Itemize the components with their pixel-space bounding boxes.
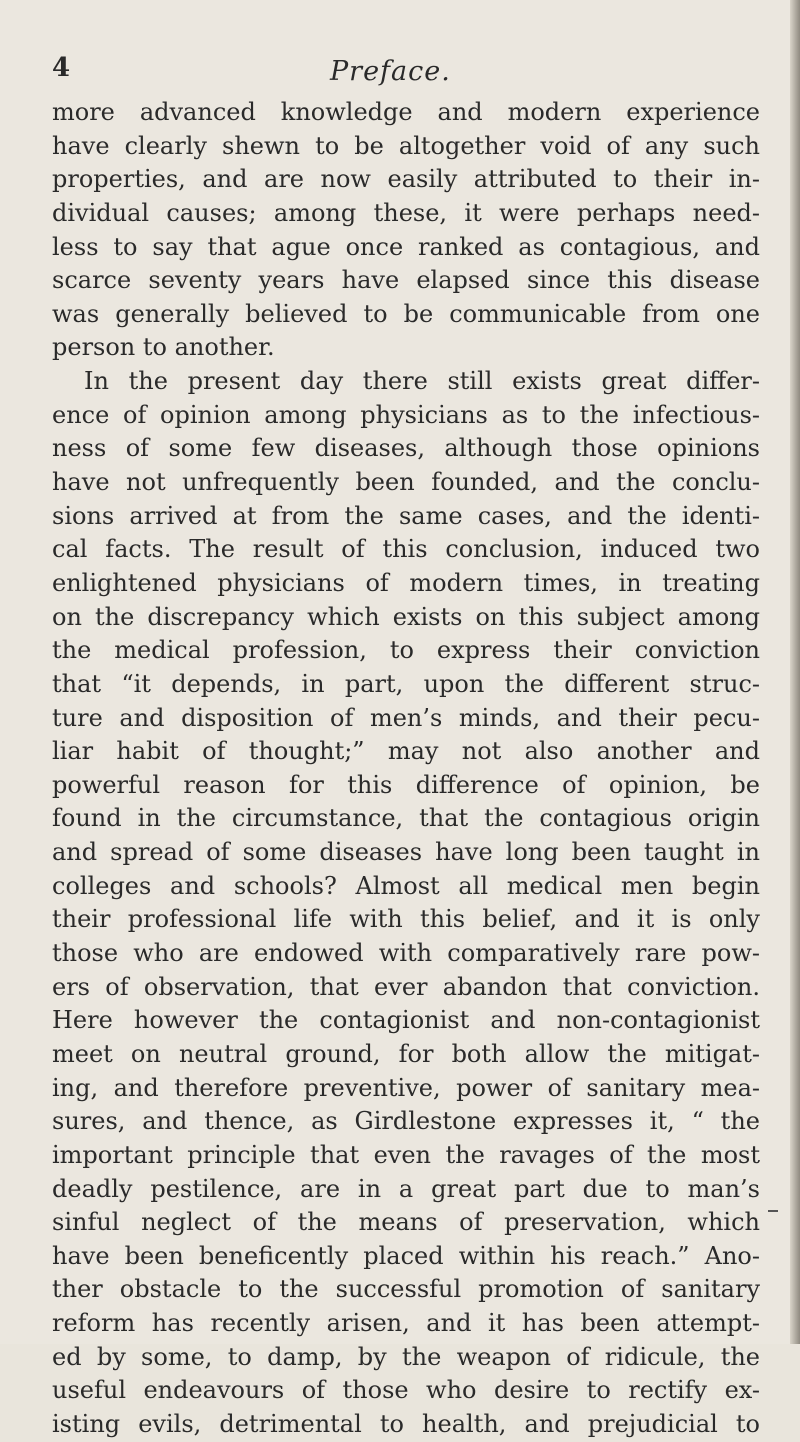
text-line: ers of observation, that ever abandon that conviction. <box>52 972 760 1001</box>
text-line: Here however the contagionist and non-contagionist <box>52 1006 760 1035</box>
text-line: useful endeavours of those who desire to rectify ex- <box>52 1376 760 1405</box>
text-line: scarce seventy years have elapsed since this disease <box>52 266 760 295</box>
text-line: more advanced knowledge and modern experience <box>52 98 760 126</box>
text-line: those who are endowed with comparatively rare pow- <box>52 939 760 968</box>
text-line: deadly pestilence, are in a great part due to man’s <box>52 1174 760 1203</box>
page-number: 4 <box>52 53 71 83</box>
text-line: ture and disposition of men’s minds, and their pecu- <box>52 703 760 732</box>
text-line: person to another. <box>52 333 275 362</box>
text-line: ence of opinion among physicians as to the infectious- <box>52 400 760 429</box>
text-line: properties, and are now easily attributed to their in- <box>52 165 760 194</box>
text-line: liar habit of thought;” may not also another and <box>52 737 760 766</box>
text-line: ed by some, to damp, by the weapon of ridicule, the <box>52 1342 760 1371</box>
running-title: Preface. <box>330 56 451 87</box>
text-line: reform has recently arisen, and it has been attempt- <box>52 1309 760 1338</box>
text-line: ther obstacle to the successful promotion of sanitary <box>52 1275 760 1304</box>
page-edge-shadow <box>790 0 800 1344</box>
text-line: ing, and therefore preventive, power of sanitary mea- <box>52 1073 760 1102</box>
text-line: ness of some few diseases, although those opinions <box>52 434 760 463</box>
margin-mark <box>768 1210 778 1212</box>
text-line: and spread of some diseases have long been taught in <box>52 838 760 867</box>
text-line: In the present day there still exists great differ- <box>84 367 760 396</box>
text-line: have not unfrequently been founded, and the conclu- <box>52 468 760 497</box>
text-line: the medical profession, to express their conviction <box>52 636 760 665</box>
body-text <box>52 96 760 1442</box>
text-line: dividual causes; among these, it were perhaps need- <box>52 198 760 227</box>
text-line: that “it depends, in part, upon the different struc- <box>52 669 760 698</box>
text-line: sions arrived at from the same cases, and the identi- <box>52 501 760 530</box>
text-line: sinful neglect of the means of preservation, which <box>52 1208 760 1237</box>
text-line: sures, and thence, as Girdlestone expresses it, “ the <box>52 1107 760 1136</box>
text-line: powerful reason for this difference of opinion, be <box>52 770 760 799</box>
text-line: on the discrepancy which exists on this subject among <box>52 602 760 631</box>
text-line: have clearly shewn to be altogether void of any such <box>52 131 760 160</box>
text-line: meet on neutral ground, for both allow the mitigat- <box>52 1039 760 1068</box>
text-line: colleges and schools? Almost all medical men begin <box>52 871 760 900</box>
text-line: isting evils, detrimental to health, and prejudicial to <box>52 1409 760 1438</box>
text-line: their professional life with this belief, and it is only <box>52 905 760 934</box>
text-line: found in the circumstance, that the contagious origin <box>52 804 760 833</box>
text-line: cal facts. The result of this conclusion, induced two <box>52 535 760 564</box>
text-line: important principle that even the ravages of the most <box>52 1140 760 1169</box>
text-line: enlightened physicians of modern times, in treating <box>52 568 760 597</box>
text-line: have been beneficently placed within his reach.” Ano- <box>52 1241 760 1270</box>
text-line: less to say that ague once ranked as contagious, and <box>52 232 760 261</box>
running-head <box>0 52 790 92</box>
text-line: was generally believed to be communicable from one <box>52 299 760 328</box>
